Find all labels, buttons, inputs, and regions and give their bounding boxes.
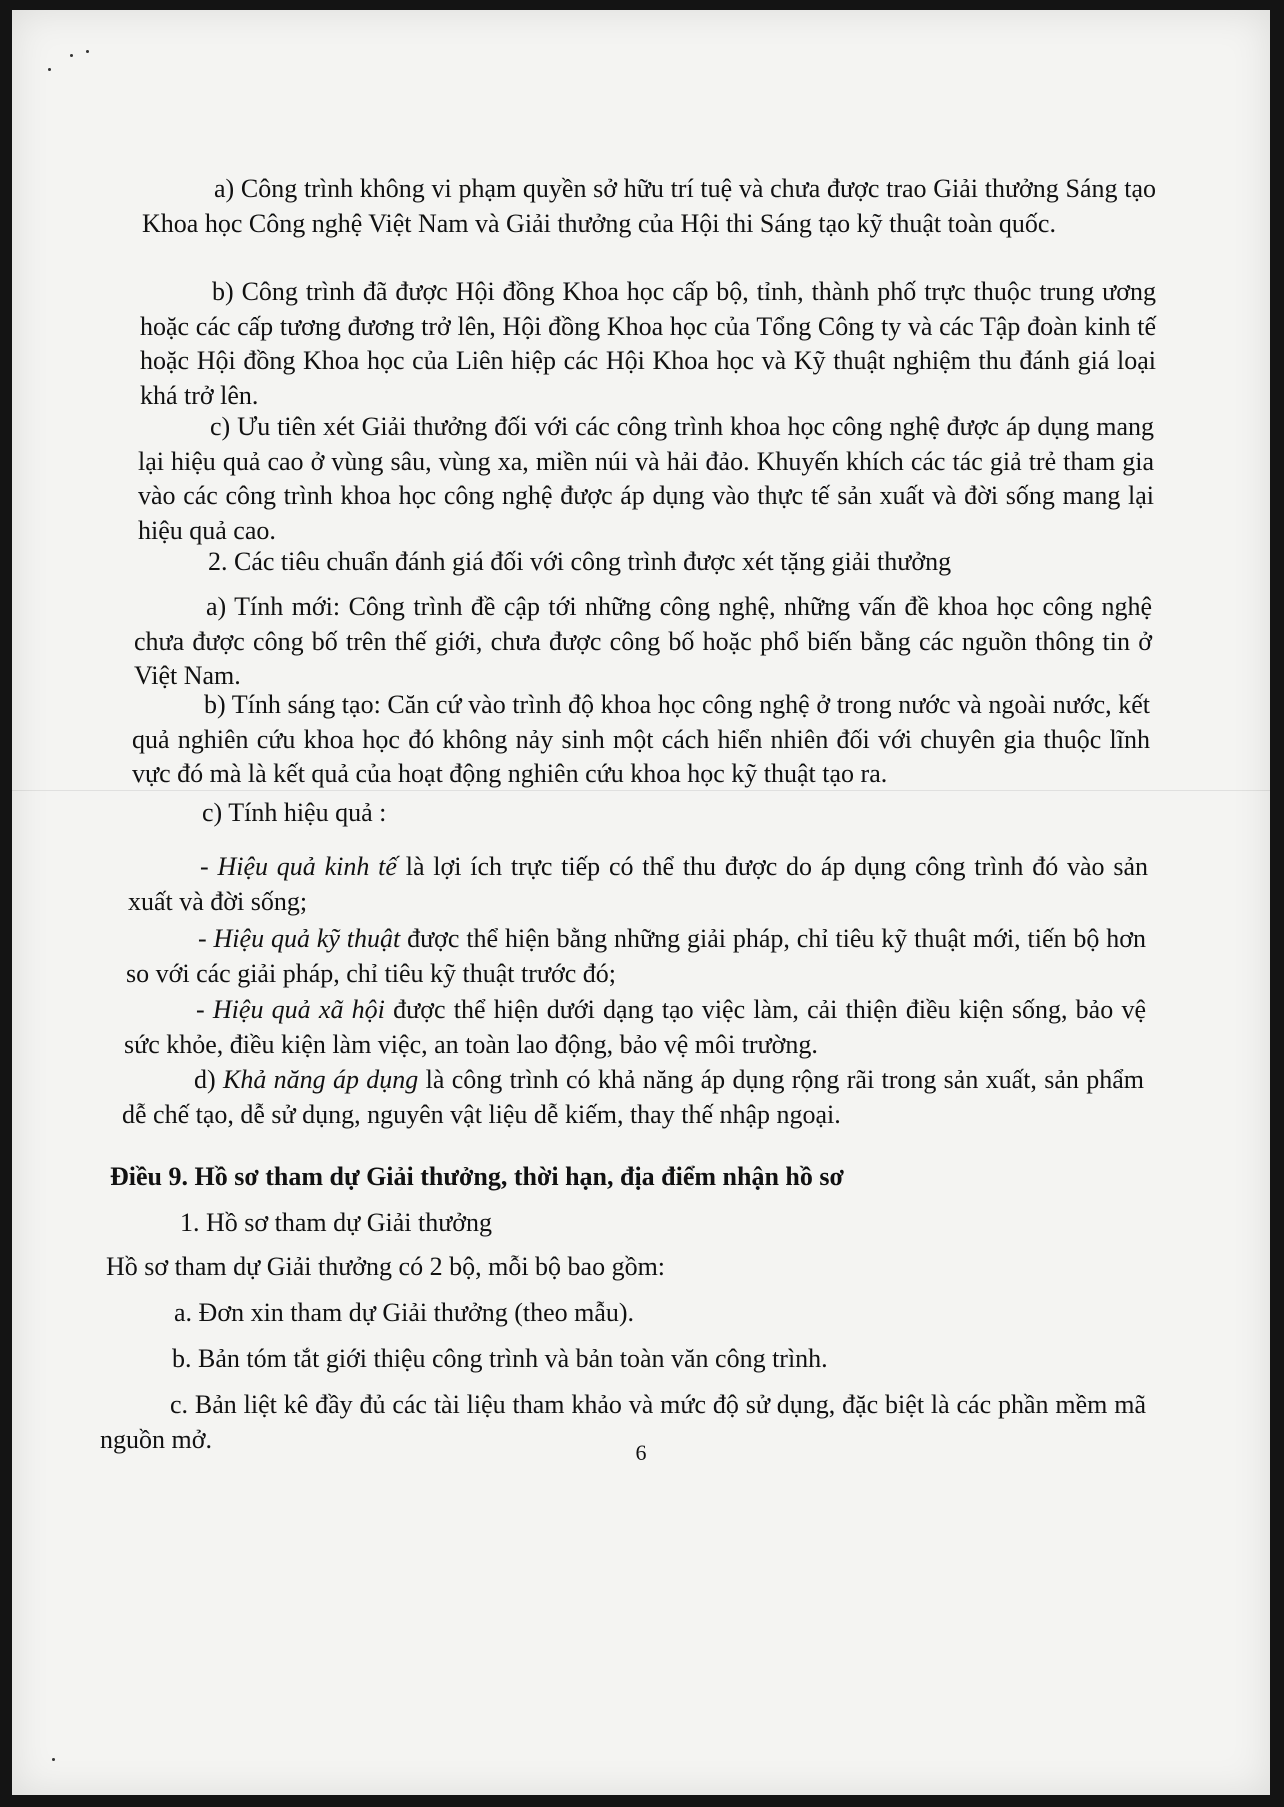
effect-lead: - xyxy=(196,995,213,1024)
effect-economic xyxy=(128,850,1148,919)
effect-lead: d) xyxy=(194,1065,223,1094)
paragraph-criterion-c: c) Ưu tiên xét Giải thưởng đối với các công trình khoa học công nghệ được áp dụng mang lại hiệu quả cao ở vùng sâu, vùng xa, miền núi và hải đảo. Khuyến khích các tác giả trẻ tham gia vào các công trình khoa học công nghệ được áp dụng vào thực tế sản xuất và đời sống mang lại hiệu quả cao. xyxy=(138,412,1154,545)
paragraph-novelty: a) Tính mới: Công trình đề cập tới những công nghệ, những vấn đề khoa học công nghệ chưa được công bố trên thế giới, chưa được công bố hoặc phổ biến bằng các nguồn thông tin ở Việt Nam. xyxy=(134,592,1152,690)
document-body xyxy=(12,10,1270,1795)
section-1-heading: 1. Hồ sơ tham dự Giải thưởng xyxy=(180,1208,493,1237)
effect-applicability xyxy=(122,1063,1144,1132)
effect-term: Hiệu quả xã hội xyxy=(212,995,385,1024)
dossier-item-b: b. Bản tóm tắt giới thiệu công trình và bản toàn văn công trình. xyxy=(172,1344,828,1373)
paragraph-criterion-b: b) Công trình đã được Hội đồng Khoa học cấp bộ, tỉnh, thành phố trực thuộc trung ương hoặc các cấp tương đương trở lên, Hội đồng Khoa học của Tổng Công ty và các Tập đoàn kinh tế hoặc Hội đồng Khoa học của Liên hiệp các Hội Khoa học và Kỹ thuật nghiệm thu đánh giá loại khá trở lên. xyxy=(140,277,1156,410)
effect-technical xyxy=(126,922,1146,991)
section-2-heading: 2. Các tiêu chuẩn đánh giá đối với công trình được xét tặng giải thưởng xyxy=(208,547,952,576)
article-9-heading: Điều 9. Hồ sơ tham dự Giải thưởng, thời hạn, địa điểm nhận hồ sơ xyxy=(110,1162,844,1191)
paragraph-effectiveness: c) Tính hiệu quả : xyxy=(202,798,387,827)
section-1-intro: Hồ sơ tham dự Giải thưởng có 2 bộ, mỗi bộ bao gồm: xyxy=(106,1252,666,1281)
effect-description: là lợi ích trực tiếp có thể thu được do áp dụng công trình đó vào sản xuất và đời sống; xyxy=(128,852,1148,916)
effect-description: là công trình có khả năng áp dụng rộng rãi trong sản xuất, sản phẩm dễ chế tạo, dễ sử dụng, nguyên vật liệu dễ kiếm, thay thế nhập ngoại. xyxy=(122,1065,1144,1129)
effect-social xyxy=(124,993,1146,1062)
effect-description: được thể hiện dưới dạng tạo việc làm, cải thiện điều kiện sống, bảo vệ sức khỏe, điều kiện làm việc, an toàn lao động, bảo vệ môi trường. xyxy=(124,995,1146,1059)
paragraph-creativity: b) Tính sáng tạo: Căn cứ vào trình độ khoa học công nghệ ở trong nước và ngoài nước, kết quả nghiên cứu khoa học đó không nảy sinh một cách hiển nhiên đối với chuyên gia thuộc lĩnh vực đó mà là kết quả của hoạt động nghiên cứu khoa học kỹ thuật tạo ra. xyxy=(132,690,1150,788)
document-page xyxy=(12,10,1270,1795)
effect-term: Hiệu quả kinh tế xyxy=(217,852,397,881)
effect-term: Khả năng áp dụng xyxy=(222,1065,419,1094)
dossier-item-a: a. Đơn xin tham dự Giải thưởng (theo mẫu). xyxy=(174,1298,635,1327)
effect-description: được thể hiện bằng những giải pháp, chỉ tiêu kỹ thuật mới, tiến bộ hơn so với các giải pháp, chỉ tiêu kỹ thuật trước đó; xyxy=(126,924,1146,988)
paragraph-criterion-a: a) Công trình không vi phạm quyền sở hữu trí tuệ và chưa được trao Giải thưởng Sáng tạo Khoa học Công nghệ Việt Nam và Giải thưởng của Hội thi Sáng tạo kỹ thuật toàn quốc. xyxy=(142,174,1156,238)
effect-term: Hiệu quả kỹ thuật xyxy=(213,924,401,953)
effect-lead: - xyxy=(200,852,218,881)
dossier-item-c: c. Bản liệt kê đầy đủ các tài liệu tham khảo và mức độ sử dụng, đặc biệt là các phần mềm mã nguồn mở. xyxy=(100,1390,1146,1454)
effect-lead: - xyxy=(198,924,214,953)
page-number: 6 xyxy=(635,1440,647,1465)
